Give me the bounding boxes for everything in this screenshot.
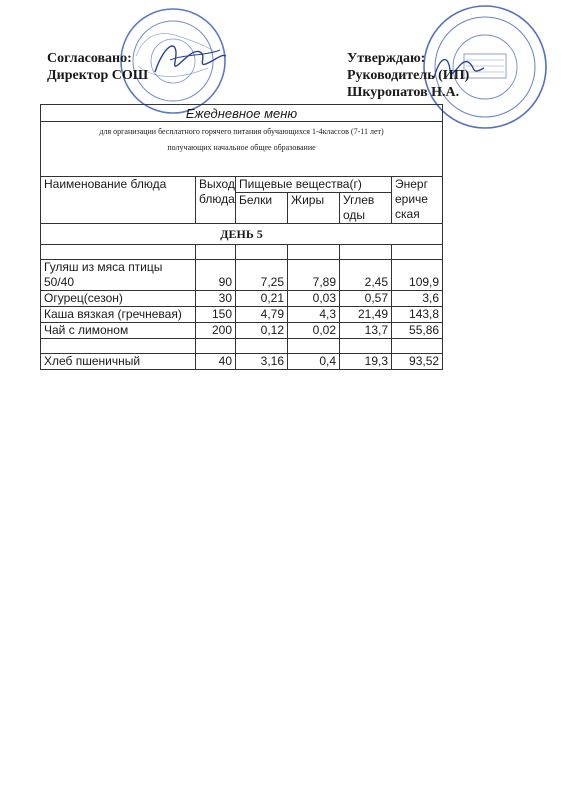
dish-carbs: 19,3 <box>340 354 392 370</box>
dish-proteins: 0,21 <box>236 291 288 307</box>
col-header-nutrients: Пищевые вещества(г) <box>236 177 392 193</box>
dish-fats: 0,4 <box>288 354 340 370</box>
dish-proteins: 3,16 <box>236 354 288 370</box>
blank-row <box>41 339 443 354</box>
dish-energy: 3,6 <box>392 291 443 307</box>
dish-energy: 93,52 <box>392 354 443 370</box>
dish-fats: 0,03 <box>288 291 340 307</box>
table-row <box>41 260 443 291</box>
dish-name: Чай с лимоном <box>41 323 196 339</box>
dish-fats: 0,02 <box>288 323 340 339</box>
dish-energy: 109,9 <box>392 260 443 291</box>
dish-proteins: 7,25 <box>236 260 288 291</box>
dish-proteins: 4,79 <box>236 307 288 323</box>
dish-proteins: 0,12 <box>236 323 288 339</box>
org-line-2: получающих начальное общее образование <box>167 143 316 152</box>
dish-fats: 7,89 <box>288 260 340 291</box>
daily-menu-table <box>40 104 443 370</box>
blank-row <box>41 245 443 260</box>
director-signature <box>150 32 230 82</box>
dish-carbs: 0,57 <box>340 291 392 307</box>
director-label: Директор СОШ <box>47 68 149 83</box>
head-position-label: Руководитель (ИП) <box>347 68 470 83</box>
dish-yield: 90 <box>196 260 236 291</box>
dish-energy: 55,86 <box>392 323 443 339</box>
org-description <box>41 122 443 177</box>
approved-label: Согласовано: <box>47 51 132 66</box>
col-header-carbs: Углев оды <box>340 193 392 224</box>
dish-name: Огурец(сезон) <box>41 291 196 307</box>
table-row <box>41 354 443 370</box>
menu-title: Ежедневное меню <box>41 105 443 122</box>
dish-carbs: 2,45 <box>340 260 392 291</box>
day-label: ДЕНЬ 5 <box>41 224 443 245</box>
col-header-energy: Энерг ериче ская <box>392 177 443 224</box>
dish-yield: 40 <box>196 354 236 370</box>
col-header-proteins: Белки <box>236 193 288 224</box>
dish-carbs: 21,49 <box>340 307 392 323</box>
confirmed-label: Утверждаю: <box>347 51 426 66</box>
dish-yield: 150 <box>196 307 236 323</box>
col-header-name: Наименование блюда <box>41 177 196 224</box>
table-row <box>41 307 443 323</box>
dish-energy: 143,8 <box>392 307 443 323</box>
dish-name: Гуляш из мяса птицы 50/40 <box>41 260 196 291</box>
dish-fats: 4,3 <box>288 307 340 323</box>
dish-yield: 30 <box>196 291 236 307</box>
col-header-fats: Жиры <box>288 193 340 224</box>
dish-name: Хлеб пшеничный <box>41 354 196 370</box>
table-row <box>41 291 443 307</box>
table-row <box>41 323 443 339</box>
dish-yield: 200 <box>196 323 236 339</box>
org-line-1: для организации бесплатного горячего питания обучающихся 1-4классов (7-11 лет) <box>99 127 384 136</box>
col-header-yield: Выход блюда <box>196 177 236 224</box>
head-name-label: Шкуропатов Н.А. <box>347 85 460 100</box>
dish-name: Каша вязкая (гречневая) <box>41 307 196 323</box>
dish-carbs: 13,7 <box>340 323 392 339</box>
